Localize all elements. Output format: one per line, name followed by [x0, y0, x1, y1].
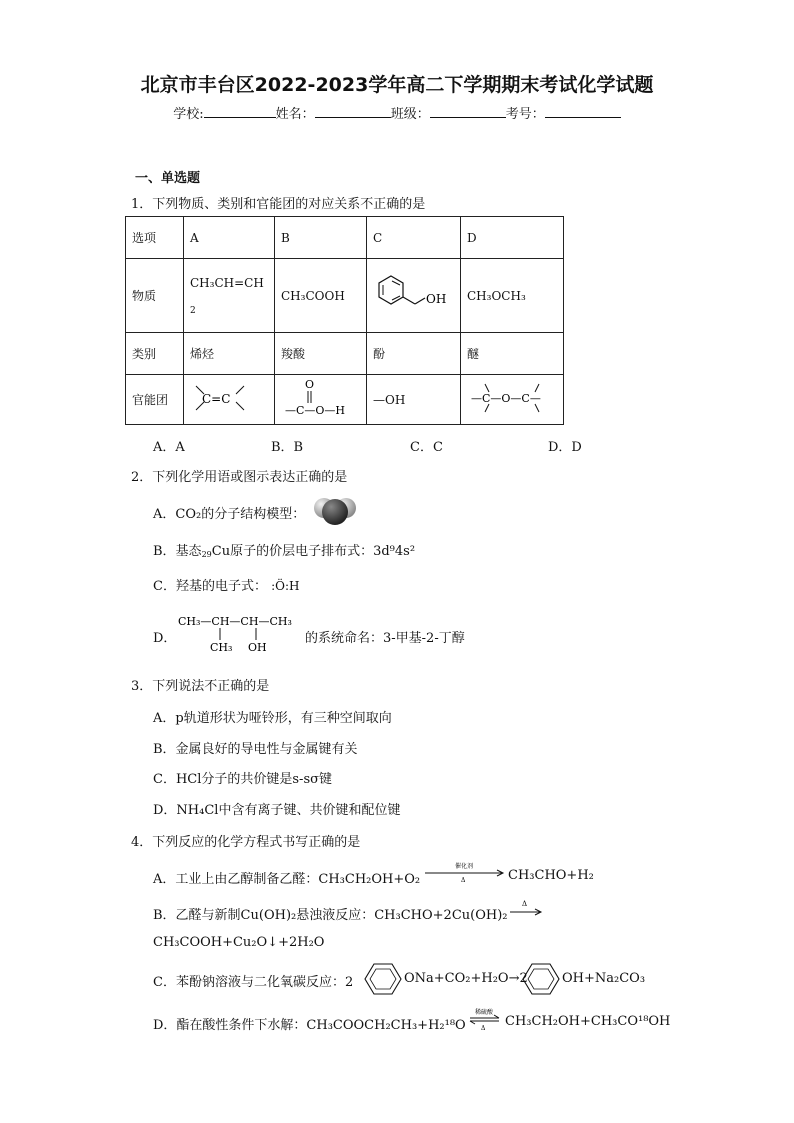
benzene-ring-icon — [362, 962, 404, 996]
q1-option-c[interactable]: C．C — [410, 440, 443, 455]
ether-fg-label: —C—O—C— — [471, 392, 541, 405]
row-header: 类别 — [126, 333, 184, 375]
methylbutanol-structure — [176, 612, 304, 656]
fg-d — [461, 375, 564, 425]
q3-option-b[interactable]: B．金属良好的导电性与金属键有关 — [153, 742, 358, 757]
carboxyl-fg-structure — [281, 376, 357, 420]
student-info — [0, 103, 794, 122]
alkene-fg-structure — [190, 378, 250, 418]
q1-option-d[interactable]: D．D — [548, 440, 582, 455]
q2-option-a[interactable]: A．CO₂的分子结构模型： — [153, 507, 306, 522]
q4-option-c[interactable]: C．苯酚钠溶液与二化氧碳反应：2 — [153, 975, 354, 990]
substance-c — [367, 259, 461, 333]
q4-option-d-product: CH₃CH₂OH+CH₃CO¹⁸OH — [505, 1014, 671, 1029]
substance-a — [184, 259, 275, 333]
table-row — [126, 375, 564, 425]
school-label: 学校: — [173, 107, 204, 122]
table-cell: C — [367, 217, 461, 259]
co2-model-icon — [312, 492, 358, 528]
category-cell: 羧酸 — [275, 333, 367, 375]
name-blank[interactable] — [315, 105, 391, 118]
table-row — [126, 217, 564, 259]
structure-oh-label: OH — [248, 641, 267, 654]
q1-table — [125, 216, 564, 425]
substance-a-subscript: 2 — [190, 305, 196, 316]
table-cell: D — [461, 217, 564, 259]
q1-option-a[interactable]: A．A — [153, 440, 185, 455]
arrow-condition-bottom: Δ — [461, 877, 466, 884]
q4-option-a-product: CH₃CHO+H₂ — [508, 868, 594, 883]
q3-stem: 3．下列说法不正确的是 — [131, 679, 270, 694]
page-title: 北京市丰台区2022-2023学年高二下学期期末考试化学试题 — [140, 74, 654, 96]
class-blank[interactable] — [430, 105, 506, 118]
q4-option-c-product: OH+Na₂CO₃ — [562, 971, 646, 986]
carboxyl-o-label: O — [305, 378, 315, 391]
ether-fg-structure — [467, 378, 557, 418]
row-header: 官能团 — [126, 375, 184, 425]
number-blank[interactable] — [545, 105, 621, 118]
q2-option-d[interactable]: D． — [153, 631, 177, 646]
q2-option-b[interactable]: B．基态$_{29}$Cu原子的价层电子排布式：3d⁹4s² — [153, 544, 416, 559]
substance-d: CH₃OCH₃ — [461, 259, 564, 333]
table-cell: A — [184, 217, 275, 259]
table-row — [126, 333, 564, 375]
arrow-condition-top: 稀硫酸 — [475, 1009, 494, 1016]
q4-stem: 4．下列反应的化学方程式书写正确的是 — [131, 835, 361, 850]
substance-b: CH₃COOH — [275, 259, 367, 333]
benzene-ring-icon — [520, 962, 562, 996]
table-cell: B — [275, 217, 367, 259]
school-blank[interactable] — [204, 105, 276, 118]
q1-option-b[interactable]: B．B — [271, 440, 304, 455]
category-cell: 醚 — [461, 333, 564, 375]
oh-label: OH — [426, 292, 447, 306]
reaction-arrow-icon — [508, 898, 544, 920]
substance-a-formula: CH₃CH=CH — [190, 275, 264, 290]
row-header: 物质 — [126, 259, 184, 333]
structure-ch3-label: CH₃ — [210, 641, 233, 654]
name-label: 姓名： — [275, 107, 315, 122]
number-label: 考号： — [505, 107, 545, 122]
fg-c: —OH — [367, 375, 461, 425]
structure-chain-label: CH₃—CH—CH—CH₃ — [178, 615, 292, 628]
reversible-arrow-icon — [467, 1006, 503, 1032]
q4-option-a[interactable]: A．工业上由乙醇制备乙醛：CH₃CH₂OH+O₂ — [153, 872, 421, 887]
q4-option-b-line2: CH₃COOH+Cu₂O↓+2H₂O — [153, 935, 325, 950]
reaction-arrow-icon — [423, 860, 507, 886]
hydroxyl-electron-formula: :Ö: — [271, 579, 290, 593]
q2-option-c[interactable]: C．羟基的电子式： :Ö:H — [153, 579, 300, 594]
row-header: 选项 — [126, 217, 184, 259]
arrow-condition-top: 催化剂 — [455, 863, 474, 870]
q4-option-b[interactable]: B．乙醛与新制Cu(OH)₂悬浊液反应：CH₃CHO+2Cu(OH)₂ — [153, 908, 508, 923]
arrow-condition-top: Δ — [522, 900, 528, 908]
category-cell: 烯烃 — [184, 333, 275, 375]
q4-option-d[interactable]: D．酯在酸性条件下水解：CH₃COOCH₂CH₃+H₂¹⁸O — [153, 1018, 466, 1033]
fg-b — [275, 375, 367, 425]
q2-option-d-text: 的系统命名：3-甲基-2-丁醇 — [305, 631, 465, 646]
arrow-condition-bottom: Δ — [481, 1025, 486, 1032]
q3-option-a[interactable]: A．p轨道形状为哑铃形，有三种空间取向 — [153, 711, 392, 726]
q1-stem: 1．下列物质、类别和官能团的对应关系不正确的是 — [131, 197, 426, 212]
q4-option-c-mid: ONa+CO₂+H₂O→2 — [404, 971, 528, 986]
alkene-fg-label: C=C — [202, 392, 231, 406]
section-heading: 一、单选题 — [135, 171, 201, 186]
q3-option-c[interactable]: C．HCl分子的共价键是s-sσ键 — [153, 772, 332, 787]
benzyl-alcohol-structure — [373, 272, 453, 316]
q3-option-d[interactable]: D．NH₄Cl中含有离子键、共价键和配位键 — [153, 803, 401, 818]
category-cell: 酚 — [367, 333, 461, 375]
fg-a — [184, 375, 275, 425]
class-label: 班级： — [390, 107, 430, 122]
carboxyl-chain-label: —C—O—H — [285, 404, 346, 417]
table-row — [126, 259, 564, 333]
q2-stem: 2．下列化学用语或图示表达正确的是 — [131, 470, 348, 485]
